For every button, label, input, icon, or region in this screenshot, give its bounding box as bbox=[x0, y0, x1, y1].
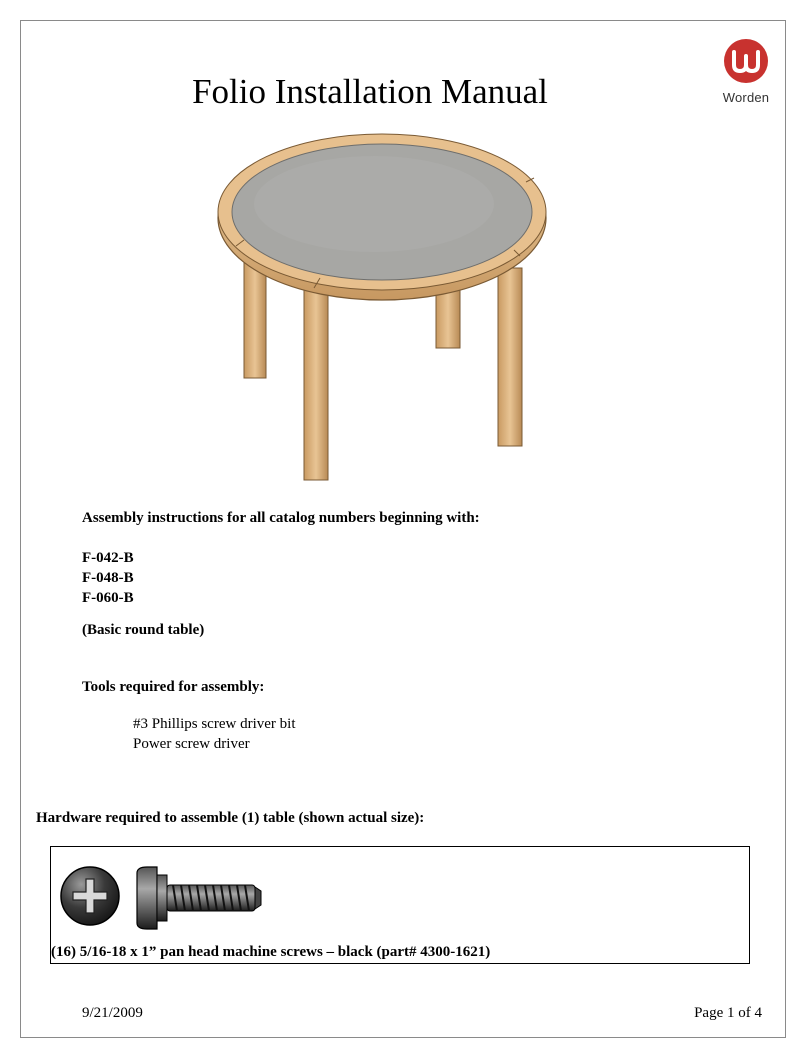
table-leg-front-left bbox=[304, 288, 328, 480]
tools-list bbox=[133, 714, 295, 754]
footer-page-number: Page 1 of 4 bbox=[694, 1005, 762, 1021]
worden-w-logo-icon bbox=[723, 38, 769, 84]
catalog-number: F-060-B bbox=[82, 590, 134, 606]
hardware-heading: Hardware required to assemble (1) table (shown actual size): bbox=[36, 810, 425, 826]
table-type-note: (Basic round table) bbox=[82, 622, 205, 638]
catalog-number-list bbox=[82, 548, 134, 608]
intro-heading: Assembly instructions for all catalog numbers beginning with: bbox=[82, 510, 480, 526]
tools-heading: Tools required for assembly: bbox=[82, 679, 265, 695]
hardware-caption: (16) 5/16-18 x 1” pan head machine screws – black (part# 4300-1621) bbox=[51, 944, 491, 960]
page-title: Folio Installation Manual bbox=[192, 72, 548, 111]
hardware-box bbox=[50, 846, 750, 964]
screw-head-icon bbox=[59, 865, 121, 927]
footer-date: 9/21/2009 bbox=[82, 1005, 143, 1021]
catalog-number: F-048-B bbox=[82, 570, 134, 586]
logo-wordmark: Worden bbox=[722, 90, 770, 105]
tool-item: Power screw driver bbox=[133, 736, 250, 752]
round-table-illustration bbox=[214, 128, 554, 484]
tool-item: #3 Phillips screw driver bit bbox=[133, 716, 296, 732]
table-leg-front-right bbox=[498, 268, 522, 446]
catalog-number: F-042-B bbox=[82, 550, 134, 566]
brand-logo bbox=[716, 38, 776, 110]
screw-side-view-icon bbox=[133, 865, 265, 933]
